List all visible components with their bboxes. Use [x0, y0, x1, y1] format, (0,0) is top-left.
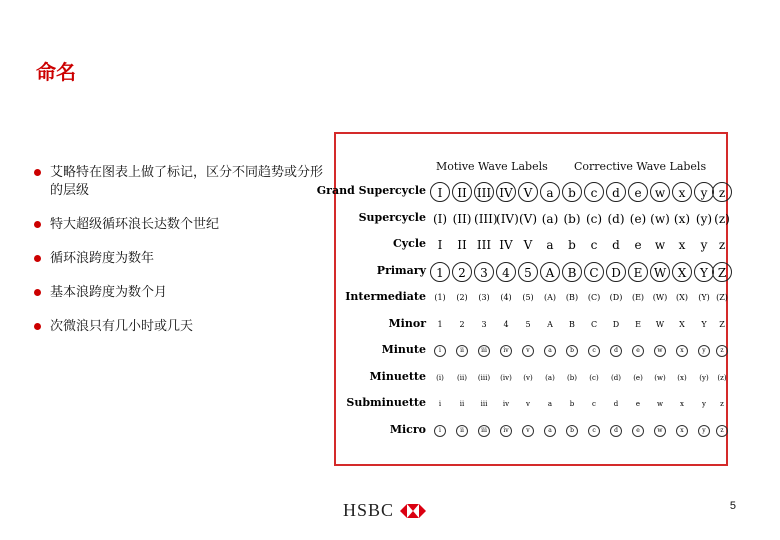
wave-symbol: ( e ): [628, 368, 648, 388]
wave-symbol: 4: [503, 319, 509, 329]
wave-symbol: D: [612, 319, 620, 329]
wave-symbol: A: [540, 262, 560, 282]
wave-symbol: e: [628, 182, 648, 202]
bullet-dot-icon: [34, 221, 41, 228]
wave-row: [336, 207, 726, 233]
wave-symbol: y: [694, 182, 714, 202]
wave-symbol: ( b ): [562, 209, 582, 229]
bullet-text: 基本浪跨度为数个月: [50, 285, 168, 300]
wave-symbol: Y: [701, 319, 707, 329]
wave-symbol: ( w ): [650, 209, 670, 229]
wave-row: [336, 260, 726, 286]
wave-symbol: ( c ): [584, 209, 604, 229]
wave-symbol: w: [654, 238, 666, 252]
bullet-item: [34, 284, 324, 302]
wave-degree-label: Subminuette: [346, 396, 426, 409]
wave-row: [336, 419, 726, 445]
wave-symbol: 1: [437, 319, 443, 329]
wave-symbol: ( iv ): [496, 368, 516, 388]
wave-symbol: V: [518, 182, 538, 202]
wave-symbol: ( 5 ): [518, 288, 538, 308]
wave-symbol: II: [452, 182, 472, 202]
wave-symbol: e: [635, 400, 641, 408]
wave-symbol: ( D ): [606, 288, 626, 308]
wave-symbol: ( x ): [672, 368, 692, 388]
wave-symbol: x: [676, 425, 688, 437]
wave-symbol: E: [628, 262, 648, 282]
wave-symbol: e: [634, 238, 642, 252]
wave-symbol: a: [544, 425, 556, 437]
page-number: 5: [729, 500, 736, 512]
bullet-item: [34, 318, 324, 336]
wave-symbol: iv: [502, 400, 510, 408]
wave-symbol: a: [544, 345, 556, 357]
wave-symbol: X: [672, 262, 692, 282]
logo-text: HSBC: [343, 500, 395, 520]
wave-symbol: 3: [474, 262, 494, 282]
wave-symbol: ( Y ): [694, 288, 714, 308]
wave-symbol: b: [566, 425, 578, 437]
wave-symbol: ( y ): [694, 209, 714, 229]
wave-symbol: ( x ): [672, 209, 692, 229]
wave-symbol: ( X ): [672, 288, 692, 308]
wave-symbol: ( z ): [712, 209, 732, 229]
wave-row: [336, 233, 726, 259]
wave-symbol: ( ii ): [452, 368, 472, 388]
bullet-text: 循环浪跨度为数年: [50, 251, 155, 266]
wave-symbol: v: [526, 400, 530, 408]
wave-symbol: c: [590, 238, 598, 252]
wave-symbol: i: [434, 345, 446, 357]
wave-symbol: ( 2 ): [452, 288, 472, 308]
wave-symbol: z: [716, 345, 728, 357]
motive-header: Motive Wave Labels: [436, 160, 548, 173]
bullet-item: [34, 216, 324, 234]
wave-symbol: ( iii ): [474, 368, 494, 388]
wave-symbol: III: [474, 182, 494, 202]
wave-symbol: ( z ): [712, 368, 732, 388]
wave-symbol: x: [676, 345, 688, 357]
wave-symbol: III: [476, 238, 492, 252]
wave-symbol: E: [635, 319, 641, 329]
wave-row: [336, 366, 726, 392]
wave-symbol: I: [430, 182, 450, 202]
wave-degree-label: Minute: [381, 343, 426, 356]
wave-symbol: y: [698, 425, 710, 437]
wave-symbol: d: [613, 400, 619, 408]
wave-symbol: ( 4 ): [496, 288, 516, 308]
wave-symbol: ( IV ): [496, 209, 516, 229]
wave-degree-label: Cycle: [392, 237, 426, 250]
wave-row: [336, 313, 726, 339]
wave-row: [336, 286, 726, 312]
bullet-dot-icon: [34, 169, 41, 176]
wave-symbol: ( d ): [606, 368, 626, 388]
slide-title: 命名: [36, 60, 76, 84]
wave-symbol: i: [434, 425, 446, 437]
wave-symbol: e: [632, 425, 644, 437]
wave-symbol: 5: [525, 319, 531, 329]
wave-symbol: 2: [452, 262, 472, 282]
wave-symbol: d: [606, 182, 626, 202]
wave-symbol: ii: [459, 400, 465, 408]
wave-degree-label: Supercycle: [358, 210, 426, 224]
wave-symbol: B: [562, 262, 582, 282]
wave-symbol: ( V ): [518, 209, 538, 229]
wave-symbol: d: [612, 238, 620, 252]
wave-symbol: A: [547, 319, 553, 329]
wave-symbol: ( d ): [606, 209, 626, 229]
wave-symbol: 1: [430, 262, 450, 282]
wave-degree-label: Minor: [388, 316, 426, 330]
wave-symbol: 3: [481, 319, 487, 329]
wave-symbol: d: [610, 345, 622, 357]
bullet-dot-icon: [34, 323, 41, 330]
wave-symbol: iv: [500, 425, 512, 437]
wave-symbol: x: [678, 238, 686, 252]
wave-symbol: ( y ): [694, 368, 714, 388]
wave-symbol: b: [568, 238, 576, 252]
wave-symbol: V: [523, 238, 533, 252]
wave-symbol: ( c ): [584, 368, 604, 388]
wave-symbol: C: [584, 262, 604, 282]
wave-symbol: ( v ): [518, 368, 538, 388]
wave-symbol: I: [437, 238, 443, 252]
wave-symbol: x: [680, 400, 684, 408]
bullet-item: [34, 164, 324, 200]
wave-symbol: v: [522, 425, 534, 437]
wave-degree-label: Grand Supercycle: [316, 184, 426, 197]
wave-symbol: iii: [478, 425, 490, 437]
wave-symbol: iii: [478, 345, 490, 357]
wave-symbol: ii: [456, 345, 468, 357]
wave-symbol: ii: [456, 425, 468, 437]
wave-symbol: Y: [694, 262, 714, 282]
bullet-dot-icon: [34, 289, 41, 296]
wave-degree-label: Intermediate: [345, 290, 426, 303]
wave-symbol: D: [606, 262, 626, 282]
wave-symbol: b: [569, 400, 575, 408]
wave-symbol: ( II ): [452, 209, 472, 229]
wave-symbol: a: [540, 182, 560, 202]
wave-symbol: ( e ): [628, 209, 648, 229]
wave-symbol: b: [562, 182, 582, 202]
wave-symbol: B: [569, 319, 575, 329]
wave-row: [336, 392, 726, 418]
bullet-list: [34, 164, 324, 352]
wave-symbol: b: [566, 345, 578, 357]
wave-symbol: y: [698, 345, 710, 357]
wave-symbol: ( I ): [430, 209, 450, 229]
wave-symbol: z: [720, 400, 724, 408]
wave-symbol: X: [679, 319, 685, 329]
wave-symbol: ( Z ): [712, 288, 732, 308]
wave-symbol: w: [657, 400, 663, 408]
wave-degree-label: Micro: [389, 422, 426, 436]
wave-degree-label: Primary: [376, 263, 426, 277]
wave-symbol: Z: [712, 262, 732, 282]
wave-symbol: C: [590, 319, 598, 329]
wave-symbol: 4: [496, 262, 516, 282]
wave-symbol: ( III ): [474, 209, 494, 229]
hsbc-logo: [343, 500, 426, 521]
wave-symbol: ( b ): [562, 368, 582, 388]
wave-labels-figure: [316, 132, 728, 466]
wave-symbol: w: [654, 345, 666, 357]
wave-symbol: 2: [459, 319, 465, 329]
wave-symbol: a: [546, 238, 554, 252]
wave-row: [316, 180, 726, 206]
wave-symbol: W: [655, 319, 665, 329]
wave-symbol: w: [650, 182, 670, 202]
wave-symbol: iii: [480, 400, 488, 408]
wave-symbol: ( a ): [540, 368, 560, 388]
wave-symbol: ( E ): [628, 288, 648, 308]
wave-symbol: ( i ): [430, 368, 450, 388]
wave-symbol: iv: [500, 345, 512, 357]
wave-symbol: ( C ): [584, 288, 604, 308]
bullet-text: 次微浪只有几小时或几天: [50, 319, 194, 334]
wave-symbol: IV: [496, 182, 516, 202]
wave-degree-label: Minuette: [369, 369, 426, 383]
wave-symbol: IV: [499, 238, 513, 252]
wave-symbol: z: [718, 238, 726, 252]
wave-symbol: x: [672, 182, 692, 202]
corrective-header: Corrective Wave Labels: [574, 160, 707, 173]
hexagon-logo-icon: [400, 504, 426, 518]
bullet-item: [34, 250, 324, 268]
wave-symbol: ( w ): [650, 368, 670, 388]
wave-symbol: z: [712, 182, 732, 202]
wave-row: [336, 339, 726, 365]
wave-symbol: c: [588, 345, 600, 357]
wave-symbol: c: [588, 425, 600, 437]
wave-symbol: II: [457, 238, 467, 252]
wave-symbol: w: [654, 425, 666, 437]
wave-symbol: ( 3 ): [474, 288, 494, 308]
wave-symbol: ( 1 ): [430, 288, 450, 308]
wave-symbol: a: [547, 400, 553, 408]
wave-symbol: y: [702, 400, 706, 408]
bullet-dot-icon: [34, 255, 41, 262]
wave-symbol: z: [716, 425, 728, 437]
wave-symbol: i: [438, 400, 442, 408]
wave-symbol: ( B ): [562, 288, 582, 308]
wave-symbol: ( a ): [540, 209, 560, 229]
wave-symbol: v: [522, 345, 534, 357]
wave-symbol: Z: [719, 319, 725, 329]
bullet-text: 特大超级循环浪长达数个世纪: [50, 217, 220, 232]
wave-symbol: d: [610, 425, 622, 437]
wave-symbol: y: [700, 238, 708, 252]
wave-symbol: 5: [518, 262, 538, 282]
wave-symbol: c: [584, 182, 604, 202]
bullet-text: 艾略特在图表上做了标记，区分不同趋势或分形的层级: [50, 165, 324, 198]
wave-symbol: W: [650, 262, 670, 282]
wave-symbol: ( A ): [540, 288, 560, 308]
wave-symbol: c: [592, 400, 596, 408]
wave-symbol: e: [632, 345, 644, 357]
wave-symbol: ( W ): [650, 288, 670, 308]
